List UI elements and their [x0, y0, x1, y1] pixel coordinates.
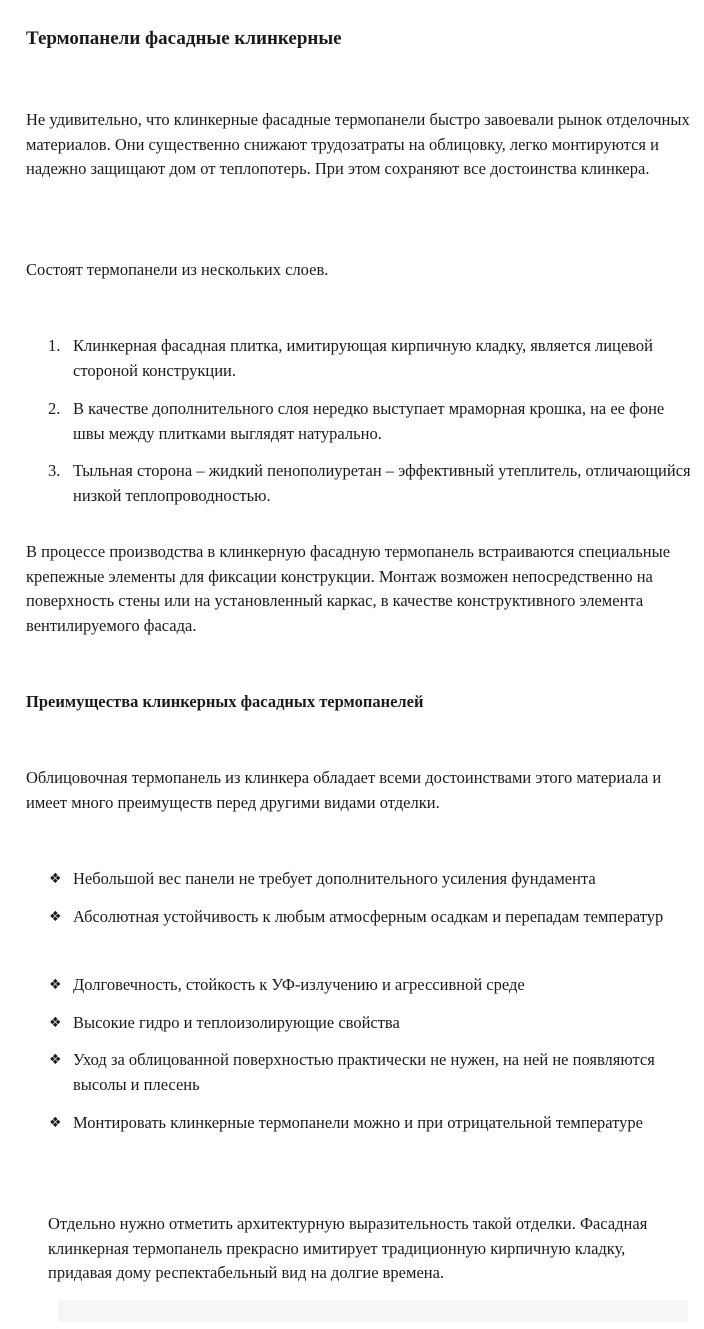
list-number: 2. — [48, 399, 61, 418]
layers-lead-paragraph: Состоят термопанели из нескольких слоев. — [26, 260, 329, 279]
diamond-bullet-icon: ❖ — [49, 1052, 62, 1068]
diamond-bullet-icon: ❖ — [49, 977, 62, 993]
diamond-bullet-icon: ❖ — [49, 871, 62, 887]
diamond-bullet-icon: ❖ — [49, 1015, 62, 1031]
list-item-text: Долговечность, стойкость к УФ-излучению и агрессивной среде — [73, 975, 525, 994]
list-item-text: Абсолютная устойчивость к любым атмосферным осадкам и перепадам температур — [73, 907, 664, 926]
advantages-lead-paragraph: Облицовочная термопанель из клинкера обладает всеми достоинствами этого материала и имеет много преимуществ перед другими видами отделки. — [26, 768, 662, 812]
intro-paragraph: Не удивительно, что клинкерные фасадные термопанели быстро завоевали рынок отделочных материалов. Они существенно снижают трудозатраты на облицовку, легко монтируются и надежно защищают дом от теплопотерь. При этом сохраняют все достоинства клинкера. — [26, 110, 690, 178]
diamond-bullet-icon: ❖ — [49, 1115, 62, 1131]
advantages-heading: Преимущества клинкерных фасадных термопанелей — [26, 692, 424, 711]
footer-strip — [58, 1300, 688, 1322]
diamond-bullet-icon: ❖ — [49, 909, 62, 925]
page-title: Термопанели фасадные клинкерные — [26, 28, 342, 49]
list-number: 1. — [48, 336, 61, 355]
list-number: 3. — [48, 461, 61, 480]
list-item-text: В качестве дополнительного слоя нередко выступает мраморная крошка, на ее фоне швы между плитками выглядят натурально. — [73, 399, 665, 443]
list-item-text: Монтировать клинкерные термопанели можно и при отрицательной температуре — [73, 1113, 643, 1132]
production-paragraph: В процессе производства в клинкерную фасадную термопанель встраиваются специальные крепежные элементы для фиксации конструкции. Монтаж возможен непосредственно на поверхность стены или на установленный каркас, в качестве конструктивного элемента вентилируемого фасада. — [26, 542, 671, 635]
list-item-text: Небольшой вес панели не требует дополнительного усиления фундамента — [73, 869, 596, 888]
list-item-text: Тыльная сторона – жидкий пенополиуретан – эффективный утеплитель, отличающийся низкой теплопроводностью. — [73, 461, 691, 505]
list-item-text: Высокие гидро и теплоизолирующие свойства — [73, 1013, 400, 1032]
closing-paragraph: Отдельно нужно отметить архитектурную выразительность такой отделки. Фасадная клинкерная термопанель прекрасно имитирует традиционную кирпичную кладку, придавая дому респектабельный вид на долгие времена. — [48, 1214, 648, 1282]
list-item-text: Клинкерная фасадная плитка, имитирующая кирпичную кладку, является лицевой стороной конструкции. — [73, 336, 653, 380]
list-item-text: Уход за облицованной поверхностью практически не нужен, на ней не появляются высолы и плесень — [73, 1050, 655, 1094]
